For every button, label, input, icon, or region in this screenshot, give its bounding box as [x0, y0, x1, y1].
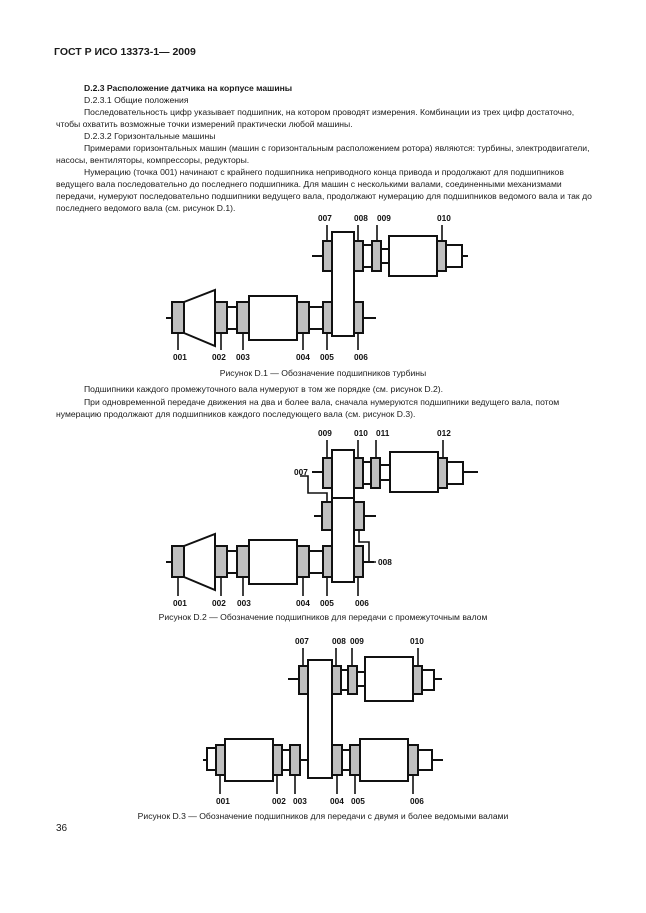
paragraph-horizontal-examples: Примерами горизонтальных машин (машин с горизонтальным расположением ротора) являются: турбины, электродвигатели, насосы, вентиляторы, компрессоры, редукторы.	[56, 143, 590, 166]
bearing-006	[354, 302, 363, 333]
bearing-008	[332, 666, 341, 694]
label-009: 009	[318, 428, 332, 438]
label-008: 008	[354, 213, 368, 223]
label-009: 009	[377, 213, 391, 223]
label-007: 007	[318, 213, 332, 223]
bearing-008	[354, 241, 363, 271]
bearing-002	[215, 546, 227, 577]
label-007: 007	[294, 467, 308, 477]
label-006: 006	[410, 796, 424, 806]
bearing-012	[438, 458, 447, 488]
label-010: 010	[410, 636, 424, 646]
bearing-002	[215, 302, 227, 333]
label-010: 010	[437, 213, 451, 223]
bearing-005	[323, 302, 332, 333]
label-007: 007	[295, 636, 309, 646]
bearing-004	[332, 745, 342, 775]
gear-wheel	[332, 498, 354, 582]
label-008: 008	[378, 557, 392, 567]
driven-machine	[389, 236, 437, 276]
bearing-004	[297, 302, 309, 333]
gear-wheel	[308, 660, 332, 778]
motor-body	[225, 739, 273, 781]
label-010: 010	[354, 428, 368, 438]
bearing-004	[297, 546, 309, 577]
label-005: 005	[320, 598, 334, 608]
subsection-heading-horizontal: D.2.3.2 Горизонтальные машины	[84, 131, 216, 141]
bearing-007	[299, 666, 308, 694]
bearing-002	[273, 745, 282, 775]
figure-d1-diagram	[0, 205, 646, 365]
section-title: D.2.3 Расположение датчика на корпусе машины	[84, 83, 293, 93]
paragraph-numbering: Нумерацию (точка 001) начинают с крайнего подшипника неприводного конца привода и продолжают для подшипников ведущего вала последовательно до последнего подшипника. Для машин с несколькими валами, соединенными механизмами передачи, нумеруют последовательно подшипники ведущего вала, продолжают нумерацию для подшипников ведомого вала и так до последнего ведомого вала (см. рисунок D.1).	[56, 167, 592, 214]
bearing-003	[237, 546, 249, 577]
label-003: 003	[236, 352, 250, 362]
bearing-010	[354, 458, 363, 488]
subsection-heading-general: D.2.3.1 Общие положения	[84, 95, 189, 105]
bearing-010	[413, 666, 422, 694]
paragraph-intermediate-shaft: Подшипники каждого промежуточного вала нумеруют в том же порядке (см. рисунок D.2).	[84, 384, 444, 394]
driven-machine-top	[365, 657, 413, 701]
figure-d2-diagram	[0, 420, 646, 610]
label-002: 002	[272, 796, 286, 806]
bearing-009	[348, 666, 357, 694]
paragraph-general: Последовательность цифр указывает подшипник, на котором проводят измерения. Комбинации из трех цифр достаточно, чтобы охватить возможные точки измерений практически любой машины.	[56, 107, 575, 130]
label-008: 008	[332, 636, 346, 646]
label-002: 002	[212, 598, 226, 608]
bearing-003	[290, 745, 300, 775]
bearing-008	[354, 502, 364, 530]
label-011: 011	[376, 428, 390, 438]
label-009: 009	[350, 636, 364, 646]
label-002: 002	[212, 352, 226, 362]
bearing-001	[172, 302, 184, 333]
generator-body	[249, 540, 297, 584]
bearing-001	[216, 745, 225, 775]
driven-machine-bottom	[360, 739, 408, 781]
bearing-011	[371, 458, 380, 488]
page-number: 36	[56, 823, 68, 834]
figure-d3-diagram	[0, 630, 646, 810]
bearing-010	[437, 241, 446, 271]
label-001: 001	[173, 598, 187, 608]
bearing-003	[237, 302, 249, 333]
label-006: 006	[355, 598, 369, 608]
label-006: 006	[354, 352, 368, 362]
driven-machine	[390, 452, 438, 492]
label-001: 001	[216, 796, 230, 806]
turbine-body	[184, 534, 215, 590]
bearing-009	[372, 241, 381, 271]
figure-d2-caption: Рисунок D.2 — Обозначение подшипников для передачи с промежуточным валом	[158, 612, 488, 622]
bearing-007	[322, 502, 332, 530]
label-004: 004	[296, 352, 310, 362]
figure-d3-caption: Рисунок D.3 — Обозначение подшипников для передачи с двумя и более ведомыми валами	[137, 811, 509, 821]
turbine-body	[184, 290, 215, 346]
bearing-007	[323, 241, 332, 271]
bearing-001	[172, 546, 184, 577]
label-004: 004	[330, 796, 344, 806]
label-003: 003	[293, 796, 307, 806]
generator-body	[249, 296, 297, 340]
label-012: 012	[437, 428, 451, 438]
bearing-006	[408, 745, 418, 775]
bearing-006	[354, 546, 363, 577]
paragraph-multiple-shafts: При одновременной передаче движения на два и более вала, сначала нумеруются подшипники ведущего вала, потом нумерацию продолжают для подшипников каждого последующего вала (см. рисунок D.3).	[56, 397, 560, 420]
label-001: 001	[173, 352, 187, 362]
figure-d1-caption: Рисунок D.1 — Обозначение подшипников турбины	[219, 368, 427, 378]
gear-wheel	[332, 232, 354, 336]
label-005: 005	[351, 796, 365, 806]
bearing-005	[350, 745, 360, 775]
label-003: 003	[237, 598, 251, 608]
label-004: 004	[296, 598, 310, 608]
document-header: ГОСТ Р ИСО 13373-1— 2009	[54, 46, 196, 58]
label-005: 005	[320, 352, 334, 362]
bearing-009	[323, 458, 332, 488]
bearing-005	[323, 546, 332, 577]
